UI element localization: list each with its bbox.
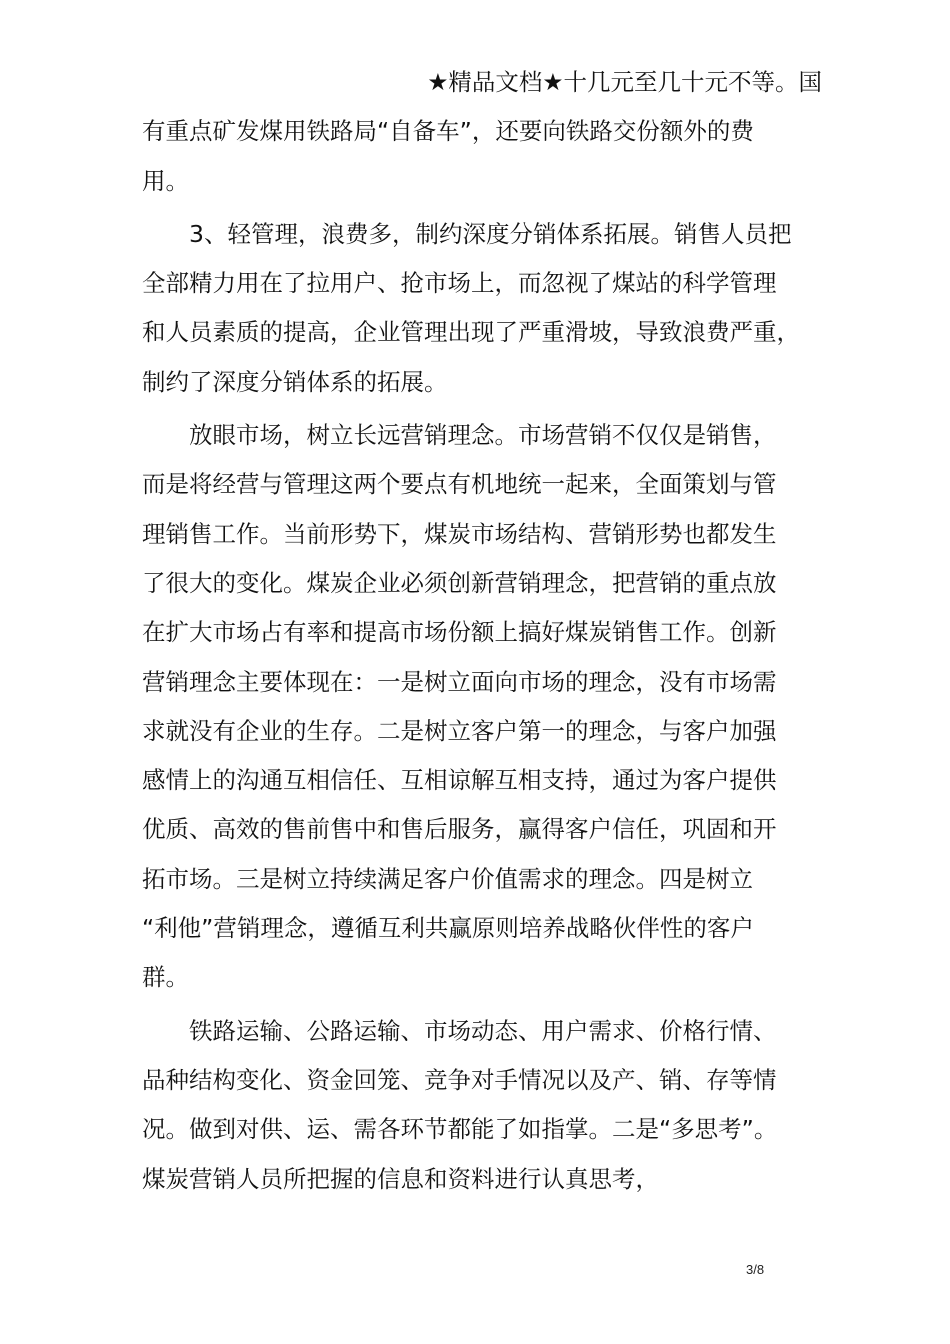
text-line: 营销理念主要体现在：一是树立面向市场的理念，没有市场需 [142, 667, 777, 696]
text-line: 3、轻管理，浪费多，制约深度分销体系拓展。销售人员把 [142, 219, 792, 248]
text-line: 铁路运输、公路运输、市场动态、用户需求、价格行情、 [142, 1016, 777, 1045]
text-line: 求就没有企业的生存。二是树立客户第一的理念，与客户加强 [142, 716, 777, 745]
text-line: 品种结构变化、资金回笼、竞争对手情况以及产、销、存等情 [142, 1065, 777, 1094]
text-line: “利他”营销理念，遵循互利共赢原则培养战略伙伴性的客户 [142, 914, 754, 943]
text-line: 有重点矿发煤用铁路局“自备车”，还要向铁路交份额外的费 [142, 117, 754, 146]
text-line: 在扩大市场占有率和提高市场份额上搞好煤炭销售工作。创新 [142, 618, 777, 647]
text-line: 况。做到对供、运、需各环节都能了如指掌。二是“多思考”。 [142, 1115, 778, 1144]
text-line: 拓市场。三是树立持续满足客户价值需求的理念。四是树立 [142, 864, 753, 893]
paragraph-1 [142, 107, 822, 206]
text-line: 了很大的变化。煤炭企业必须创新营销理念，把营销的重点放 [142, 568, 777, 597]
header-line: ★精品文档★十几元至几十元不等。国 [427, 68, 822, 96]
page-number: 3/8 [746, 1262, 765, 1277]
text-line: 群。 [142, 963, 189, 992]
text-line: 制约了深度分销体系的拓展。 [142, 367, 448, 396]
body-text [142, 58, 822, 1204]
paragraph-4 [142, 1007, 822, 1204]
paragraph-2 [142, 210, 822, 407]
text-line: 理销售工作。当前形势下，煤炭市场结构、营销形势也都发生 [142, 519, 777, 548]
paragraph-3 [142, 411, 822, 1003]
text-line: 而是将经营与管理这两个要点有机地统一起来，全面策划与管 [142, 470, 777, 499]
text-line: 全部精力用在了拉用户、抢市场上，而忽视了煤站的科学管理 [142, 269, 777, 298]
text-line: 优质、高效的售前售中和售后服务，赢得客户信任，巩固和开 [142, 815, 777, 844]
text-line: 煤炭营销人员所把握的信息和资料进行认真思考， [142, 1164, 659, 1193]
text-line: 用。 [142, 166, 189, 195]
text-line: 放眼市场，树立长远营销理念。市场营销不仅仅是销售， [142, 421, 777, 450]
text-line: 感情上的沟通互相信任、互相谅解互相支持，通过为客户提供 [142, 766, 777, 795]
text-line: 和人员素质的提高，企业管理出现了严重滑坡，导致浪费严重， [142, 318, 800, 347]
